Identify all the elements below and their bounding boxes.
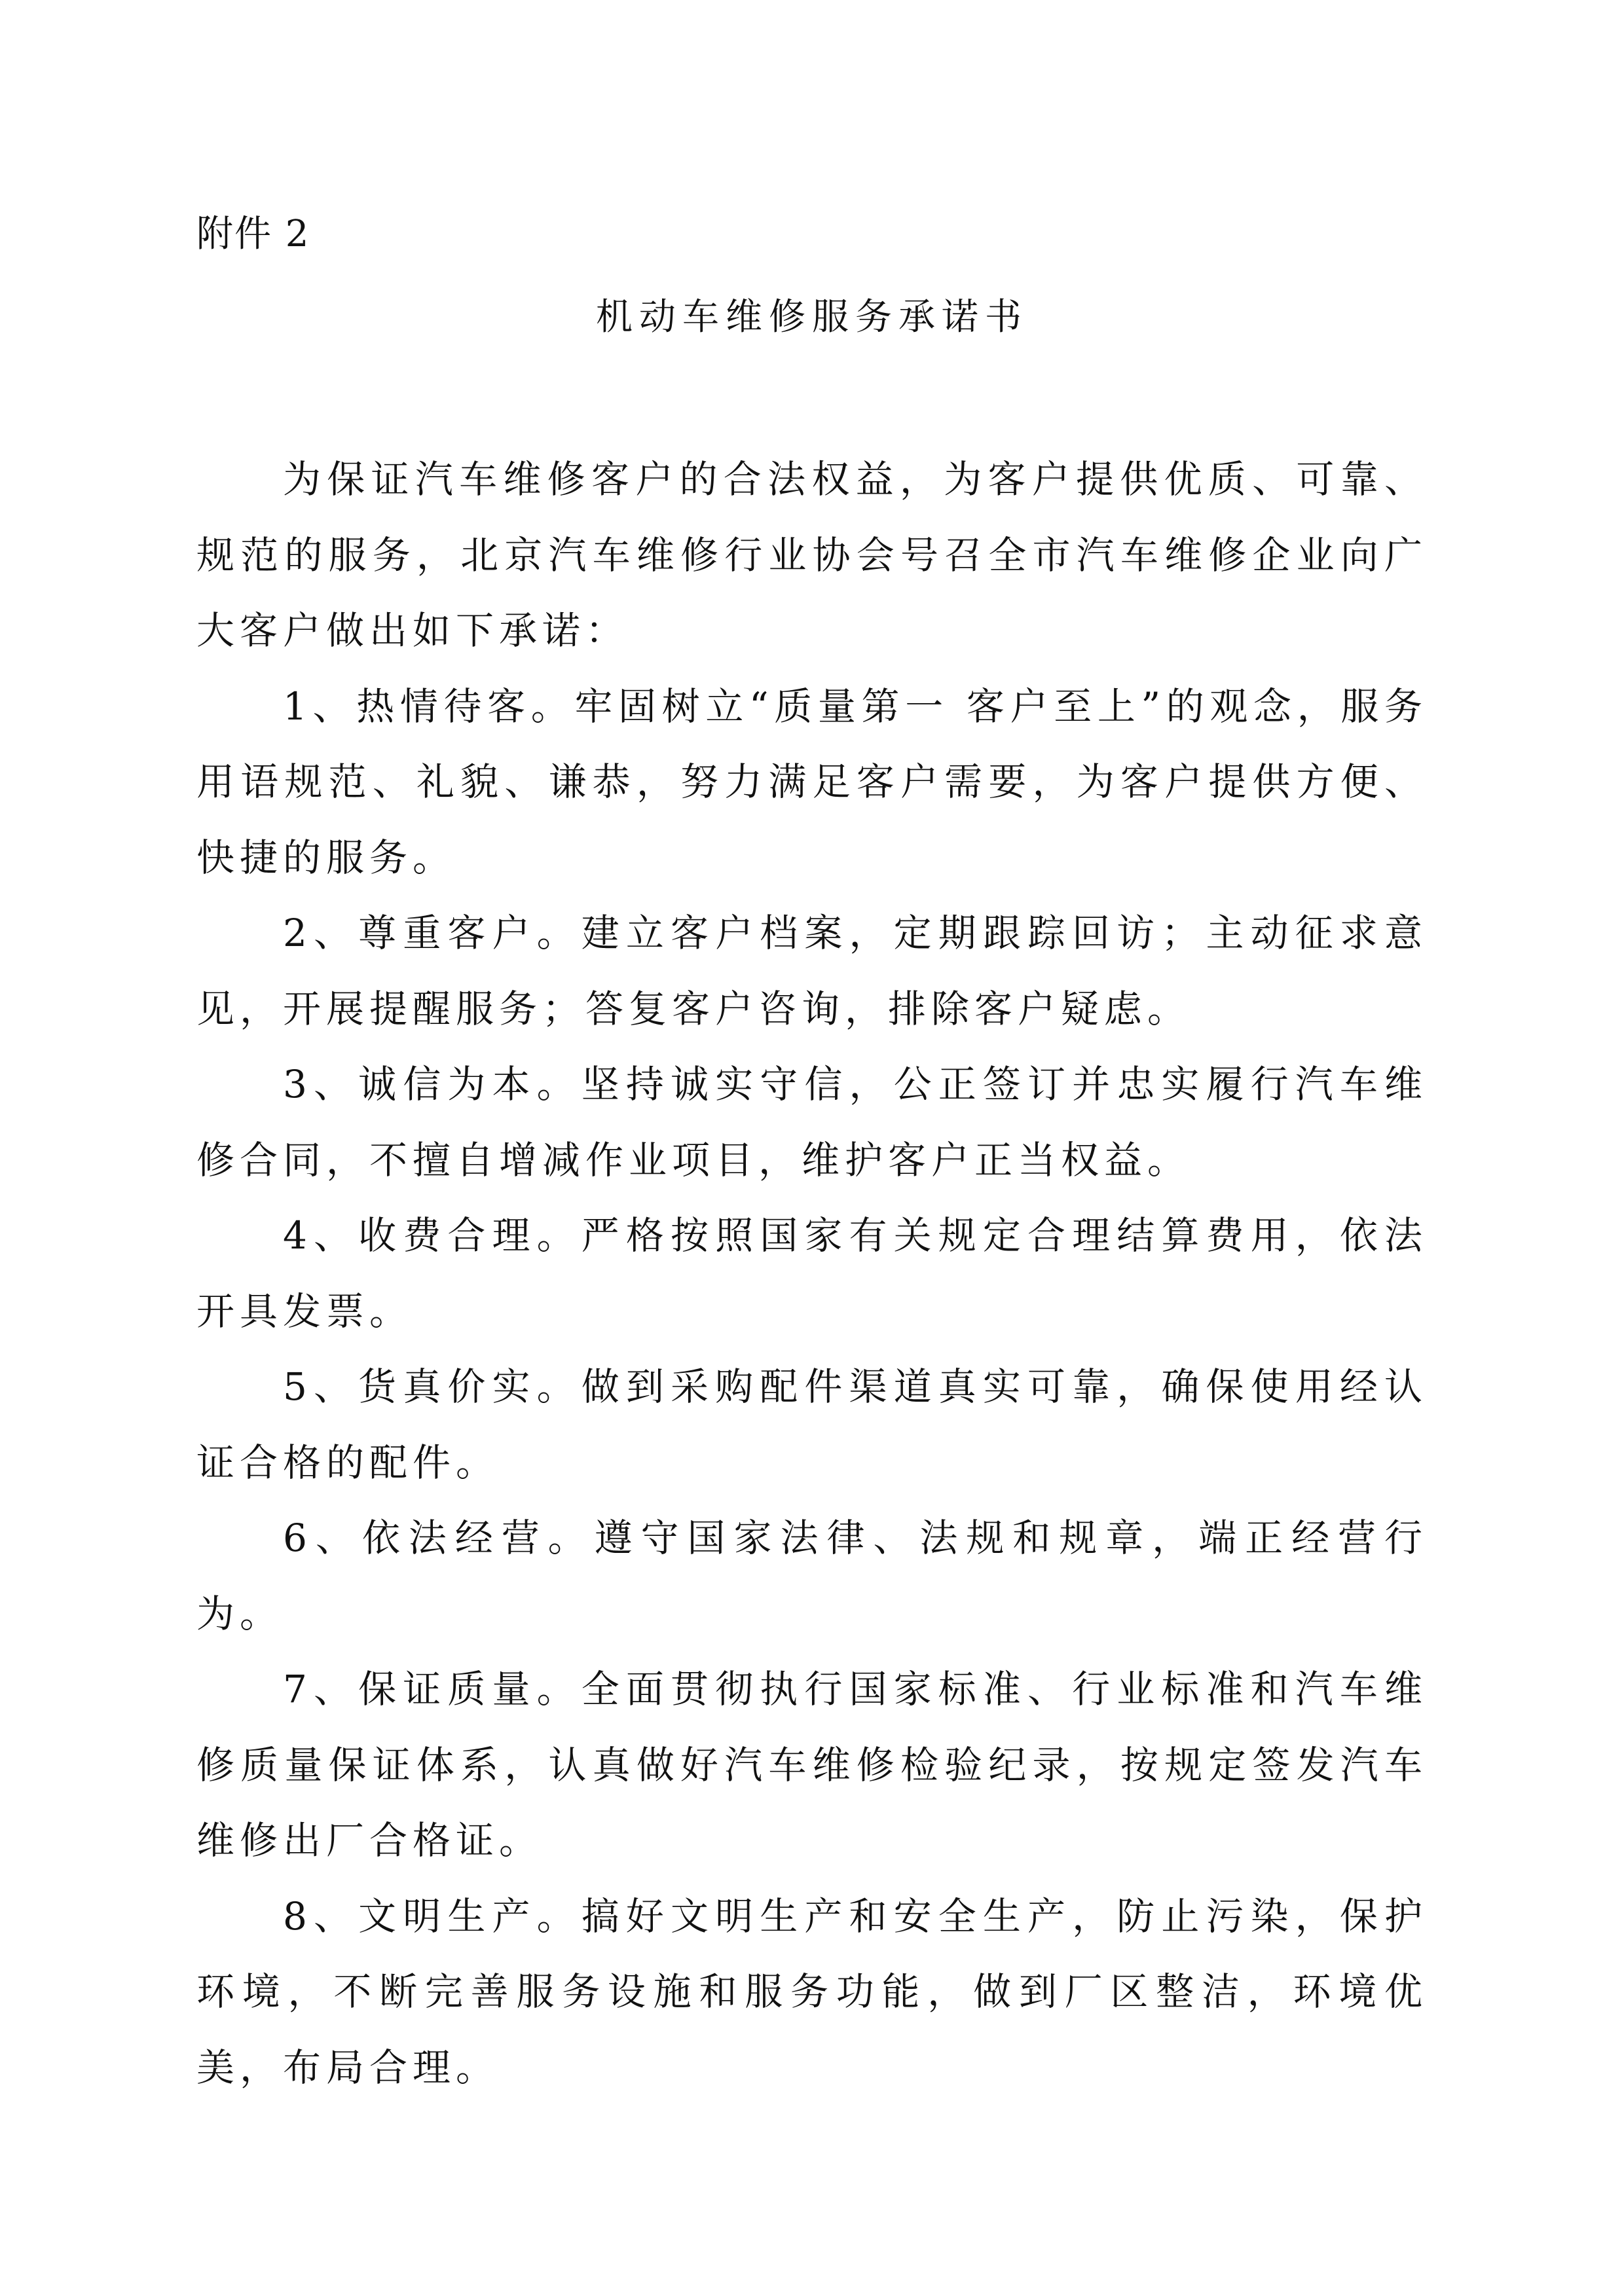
attachment-label: 附件 2 bbox=[196, 213, 310, 255]
intro-paragraph: 为保证汽车维修客户的合法权益，为客户提供优质、可靠、规范的服务，北京汽车维修行业协会号召全市汽车维修企业向广大客户做出如下承诺： bbox=[196, 457, 1428, 653]
commitment-paragraph-7: 7、保证质量。全面贯彻执行国家标准、行业标准和汽车维修质量保证体系，认真做好汽车维修检验纪录，按规定签发汽车维修出厂合格证。 bbox=[196, 1667, 1428, 1863]
commitment-paragraph-8: 8、文明生产。搞好文明生产和安全生产，防止污染，保护环境，不断完善服务设施和服务功能，做到厂区整洁，环境优美，布局合理。 bbox=[196, 1893, 1428, 2090]
page-title: 机动车维修服务承诺书 bbox=[596, 296, 1028, 338]
document-body bbox=[196, 442, 1428, 2105]
commitment-paragraph-6: 6、依法经营。遵守国家法律、法规和规章，端正经营行为。 bbox=[196, 1516, 1428, 1636]
commitment-paragraph-4: 4、收费合理。严格按照国家有关规定合理结算费用，依法开具发票。 bbox=[196, 1213, 1428, 1334]
commitment-paragraph-1: 1、热情待客。牢固树立“质量第一 客户至上”的观念，服务用语规范、礼貌、谦恭，努力满足客户需要，为客户提供方便、快捷的服务。 bbox=[196, 683, 1428, 880]
commitment-paragraph-3: 3、诚信为本。坚持诚实守信，公正签订并忠实履行汽车维修合同，不擅自增减作业项目，维护客户正当权益。 bbox=[196, 1062, 1428, 1182]
commitment-paragraph-2: 2、尊重客户。建立客户档案，定期跟踪回访；主动征求意见，开展提醒服务；答复客户咨询，排除客户疑虑。 bbox=[196, 911, 1428, 1031]
commitment-paragraph-5: 5、货真价实。做到采购配件渠道真实可靠，确保使用经认证合格的配件。 bbox=[196, 1364, 1428, 1485]
